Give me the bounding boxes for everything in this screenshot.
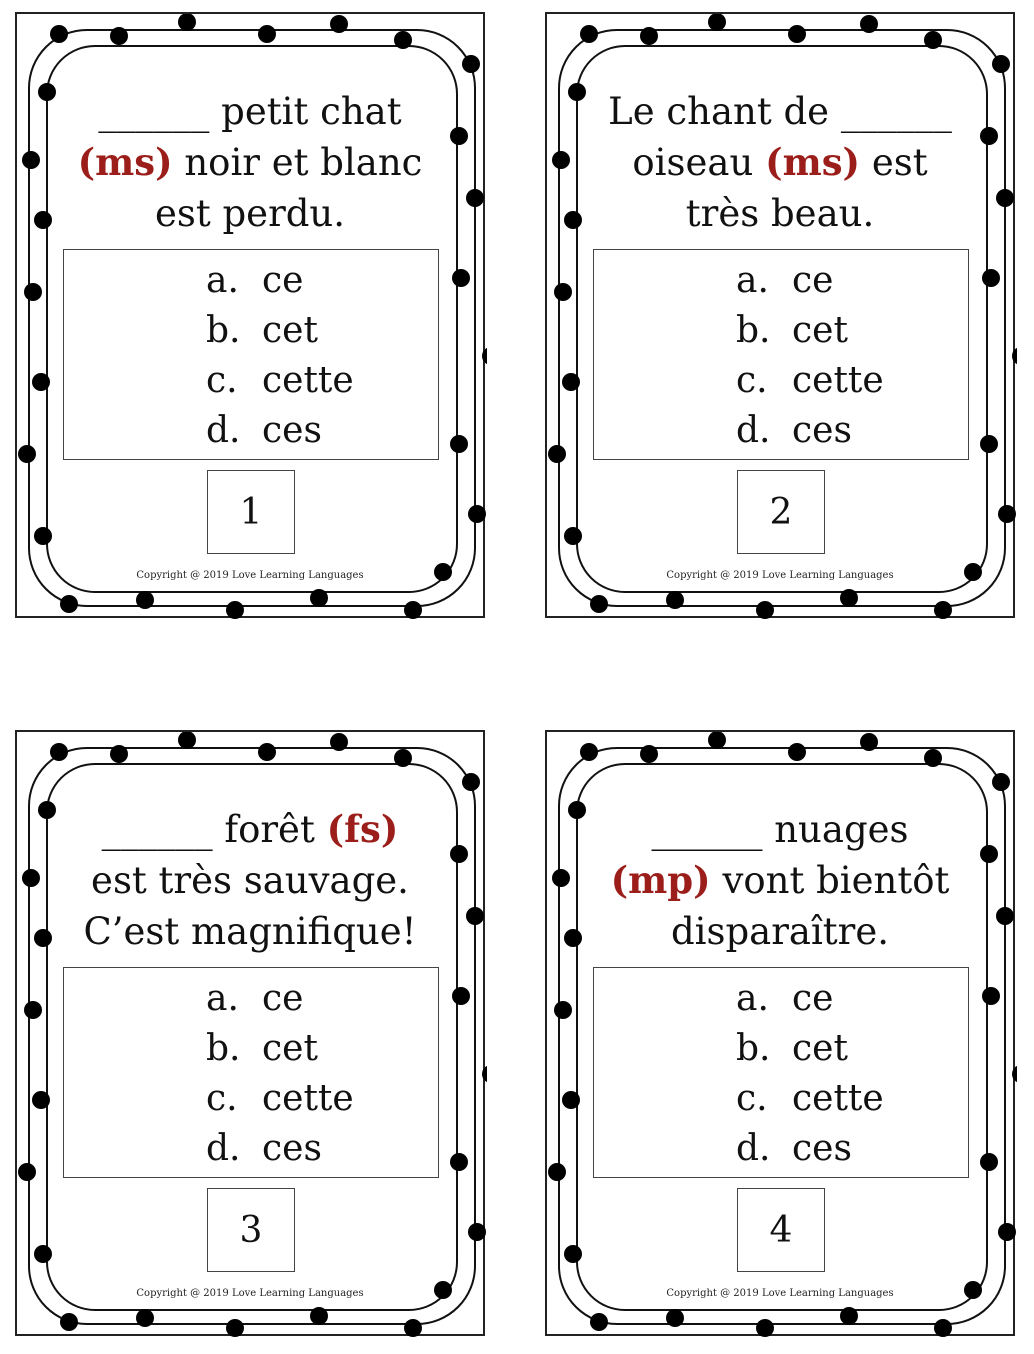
frame-dot <box>924 31 942 49</box>
frame-dot <box>136 591 154 609</box>
card-number: 1 <box>207 470 295 554</box>
answer-choice[interactable] <box>736 356 884 406</box>
frame-dot <box>992 55 1010 73</box>
frame-dot <box>32 1091 50 1109</box>
frame-dot <box>564 929 582 947</box>
frame-dot <box>998 1223 1016 1241</box>
answer-choice[interactable] <box>206 356 354 406</box>
frame-dot <box>258 25 276 43</box>
frame-dot <box>450 127 468 145</box>
frame-dot <box>50 25 68 43</box>
frame-dot <box>38 801 56 819</box>
frame-dot <box>110 27 128 45</box>
frame-dot <box>756 601 774 619</box>
frame-dot <box>178 732 196 749</box>
choice-word: ces <box>262 1128 322 1169</box>
task-card-3 <box>15 730 485 1336</box>
frame-dot <box>992 773 1010 791</box>
choice-word: cet <box>262 1028 318 1069</box>
frame-dot <box>462 773 480 791</box>
question-text <box>57 86 443 239</box>
choice-word: ces <box>262 410 322 451</box>
choice-letter: b. <box>206 1028 241 1069</box>
frame-dot <box>708 732 726 749</box>
answer-choices-box <box>63 967 439 1178</box>
gender-number-hint: (fs) <box>326 807 399 851</box>
card-number: 4 <box>737 1188 825 1272</box>
frame-dot <box>136 1309 154 1327</box>
frame-dot <box>34 929 52 947</box>
choice-word: cet <box>262 310 318 351</box>
frame-dot <box>330 733 348 751</box>
choice-letter: a. <box>736 978 769 1019</box>
task-card-1 <box>15 12 485 618</box>
frame-dot <box>640 27 658 45</box>
frame-dot <box>34 1245 52 1263</box>
frame-dot <box>60 1313 78 1331</box>
frame-dot <box>22 151 40 169</box>
frame-dot <box>394 749 412 767</box>
frame-dot <box>982 269 1000 287</box>
answer-choice[interactable] <box>206 1024 318 1074</box>
choice-letter: b. <box>736 310 771 351</box>
frame-dot <box>404 601 422 619</box>
frame-dot <box>466 907 484 925</box>
frame-dot <box>1012 1065 1017 1083</box>
frame-dot <box>18 1163 36 1181</box>
frame-dot <box>934 601 952 619</box>
choice-letter: a. <box>736 260 769 301</box>
frame-dot <box>980 127 998 145</box>
frame-dot <box>934 1319 952 1337</box>
frame-dot <box>568 83 586 101</box>
choice-word: cette <box>262 1078 354 1119</box>
choice-word: ce <box>792 260 834 301</box>
answer-choice[interactable] <box>736 406 852 456</box>
choice-letter: c. <box>206 1078 238 1119</box>
frame-dot <box>708 14 726 31</box>
choice-letter: d. <box>206 410 241 451</box>
frame-dot <box>462 55 480 73</box>
frame-dot <box>32 373 50 391</box>
frame-dot <box>590 595 608 613</box>
answer-choice[interactable] <box>206 406 322 456</box>
frame-dot <box>564 211 582 229</box>
frame-dot <box>468 1223 486 1241</box>
frame-dot <box>34 211 52 229</box>
frame-dot <box>226 1319 244 1337</box>
frame-dot <box>110 745 128 763</box>
frame-dot <box>18 445 36 463</box>
question-segment: ______ forêt <box>101 808 327 851</box>
frame-dot <box>22 869 40 887</box>
frame-dot <box>860 733 878 751</box>
frame-dot <box>482 347 487 365</box>
copyright-notice: Copyright @ 2019 Love Learning Languages <box>666 1288 894 1299</box>
copyright-notice: Copyright @ 2019 Love Learning Languages <box>666 570 894 581</box>
choice-word: cette <box>792 1078 884 1119</box>
gender-number-hint: (ms) <box>77 140 173 184</box>
frame-dot <box>1012 347 1017 365</box>
frame-dot <box>60 595 78 613</box>
question-text <box>57 804 443 957</box>
frame-dot <box>980 1153 998 1171</box>
frame-dot <box>548 1163 566 1181</box>
choice-word: cet <box>792 310 848 351</box>
frame-dot <box>640 745 658 763</box>
question-segment: est perdu. <box>154 192 346 235</box>
question-segment: C’est magnifique! <box>83 910 417 953</box>
frame-dot <box>310 589 328 607</box>
frame-dot <box>924 749 942 767</box>
answer-choice[interactable] <box>736 1124 852 1174</box>
answer-choice[interactable] <box>206 1074 354 1124</box>
answer-choices-box <box>593 967 969 1178</box>
answer-choice[interactable] <box>736 306 848 356</box>
answer-choice[interactable] <box>206 256 303 306</box>
question-segment: disparaître. <box>670 910 890 953</box>
answer-choice[interactable] <box>206 974 303 1024</box>
choice-letter: d. <box>736 1128 771 1169</box>
frame-dot <box>450 1153 468 1171</box>
question-segment: est <box>860 141 928 184</box>
frame-dot <box>840 589 858 607</box>
frame-dot <box>552 151 570 169</box>
frame-dot <box>562 1091 580 1109</box>
frame-dot <box>666 1309 684 1327</box>
frame-dot <box>394 31 412 49</box>
frame-dot <box>24 1001 42 1019</box>
frame-dot <box>178 14 196 31</box>
choice-word: ce <box>792 978 834 1019</box>
frame-dot <box>38 83 56 101</box>
frame-dot <box>226 601 244 619</box>
question-segment: est très sauvage. <box>91 859 409 902</box>
question-segment: Le chant de ______ <box>608 90 952 133</box>
question-text <box>587 86 973 239</box>
frame-dot <box>468 505 486 523</box>
choice-word: cet <box>792 1028 848 1069</box>
question-text <box>587 804 973 957</box>
frame-dot <box>982 987 1000 1005</box>
frame-dot <box>788 743 806 761</box>
choice-word: cette <box>262 360 354 401</box>
frame-dot <box>34 527 52 545</box>
answer-choices-box <box>63 249 439 460</box>
task-card-4 <box>545 730 1015 1336</box>
frame-dot <box>590 1313 608 1331</box>
frame-dot <box>450 435 468 453</box>
frame-dot <box>562 373 580 391</box>
frame-dot <box>482 1065 487 1083</box>
choice-letter: d. <box>206 1128 241 1169</box>
choice-letter: c. <box>206 360 238 401</box>
answer-choice[interactable] <box>206 306 318 356</box>
choice-word: ces <box>792 410 852 451</box>
frame-dot <box>756 1319 774 1337</box>
frame-dot <box>548 445 566 463</box>
question-segment: très beau. <box>685 192 875 235</box>
frame-dot <box>24 283 42 301</box>
question-segment: noir et blanc <box>172 141 423 184</box>
choice-letter: b. <box>206 310 241 351</box>
frame-dot <box>980 435 998 453</box>
card-number: 3 <box>207 1188 295 1272</box>
frame-dot <box>580 25 598 43</box>
gender-number-hint: (mp) <box>610 858 711 902</box>
frame-dot <box>404 1319 422 1337</box>
frame-dot <box>788 25 806 43</box>
frame-dot <box>998 505 1016 523</box>
frame-dot <box>580 743 598 761</box>
choice-letter: a. <box>206 978 239 1019</box>
choice-letter: d. <box>736 410 771 451</box>
choice-letter: a. <box>206 260 239 301</box>
frame-dot <box>452 269 470 287</box>
frame-dot <box>996 907 1014 925</box>
answer-choice[interactable] <box>736 256 833 306</box>
frame-dot <box>50 743 68 761</box>
answer-choice[interactable] <box>736 1024 848 1074</box>
answer-choice[interactable] <box>736 974 833 1024</box>
frame-dot <box>258 743 276 761</box>
frame-dot <box>452 987 470 1005</box>
answer-choice[interactable] <box>736 1074 884 1124</box>
frame-dot <box>554 1001 572 1019</box>
frame-dot <box>980 845 998 863</box>
frame-dot <box>554 283 572 301</box>
frame-dot <box>552 869 570 887</box>
card-number: 2 <box>737 470 825 554</box>
question-segment: vont bientôt <box>710 859 950 902</box>
frame-dot <box>330 15 348 33</box>
choice-word: ces <box>792 1128 852 1169</box>
question-segment: ______ petit chat <box>98 90 402 133</box>
frame-dot <box>564 527 582 545</box>
choice-letter: c. <box>736 360 768 401</box>
choice-letter: b. <box>736 1028 771 1069</box>
frame-dot <box>666 591 684 609</box>
frame-dot <box>466 189 484 207</box>
frame-dot <box>840 1307 858 1325</box>
frame-dot <box>310 1307 328 1325</box>
copyright-notice: Copyright @ 2019 Love Learning Languages <box>136 1288 364 1299</box>
answer-choice[interactable] <box>206 1124 322 1174</box>
question-segment: oiseau <box>632 141 766 184</box>
choice-word: ce <box>262 260 304 301</box>
choice-word: ce <box>262 978 304 1019</box>
choice-word: cette <box>792 360 884 401</box>
question-segment: ______ nuages <box>651 808 909 851</box>
gender-number-hint: (ms) <box>765 140 861 184</box>
frame-dot <box>568 801 586 819</box>
copyright-notice: Copyright @ 2019 Love Learning Languages <box>136 570 364 581</box>
frame-dot <box>860 15 878 33</box>
frame-dot <box>996 189 1014 207</box>
frame-dot <box>450 845 468 863</box>
choice-letter: c. <box>736 1078 768 1119</box>
frame-dot <box>564 1245 582 1263</box>
answer-choices-box <box>593 249 969 460</box>
task-card-2 <box>545 12 1015 618</box>
